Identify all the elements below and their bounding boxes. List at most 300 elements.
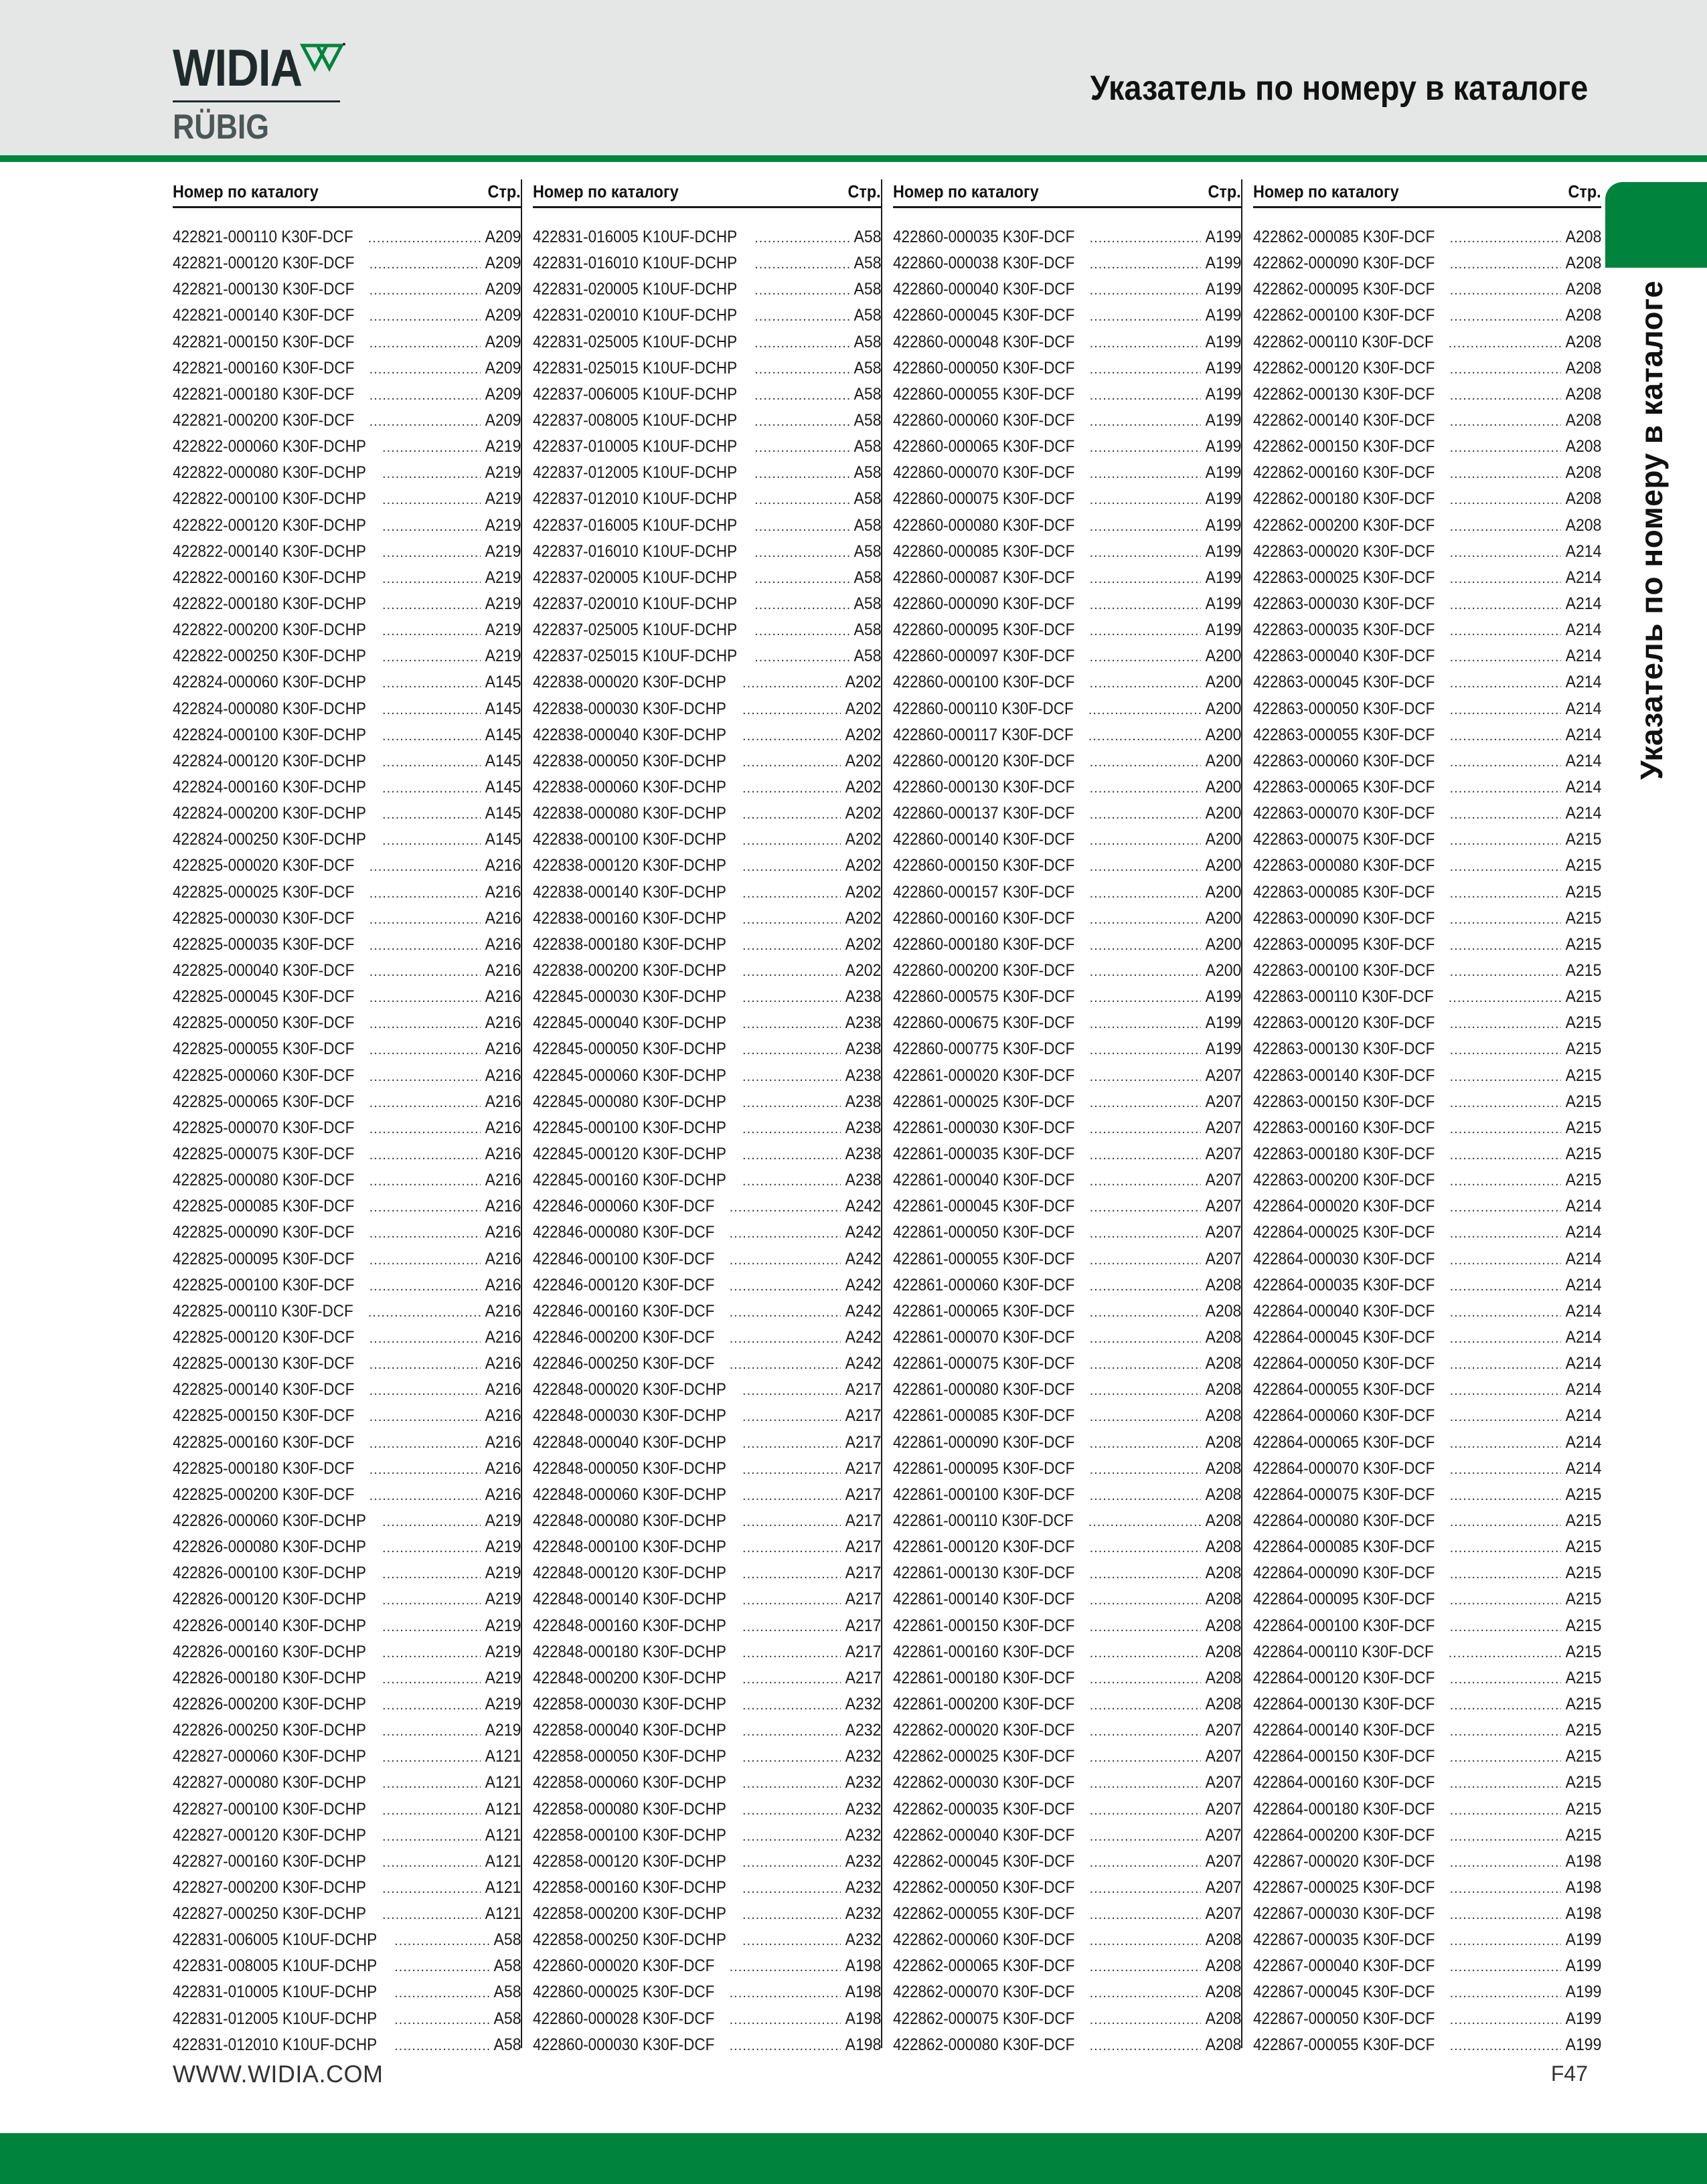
index-row[interactable] [173, 1036, 521, 1062]
index-row[interactable] [533, 513, 881, 539]
index-row[interactable] [173, 276, 521, 303]
page-ref[interactable]: A209 [485, 358, 521, 377]
index-row[interactable] [173, 1744, 521, 1770]
page-ref[interactable]: A232 [845, 1747, 881, 1766]
index-row[interactable] [893, 906, 1241, 932]
index-row[interactable] [173, 1691, 521, 1717]
index-row[interactable] [1253, 1272, 1601, 1298]
page-ref[interactable]: A198 [845, 2035, 881, 2054]
index-row[interactable] [173, 486, 521, 512]
index-row[interactable] [1253, 460, 1601, 486]
page-ref[interactable]: A232 [845, 1721, 881, 1740]
page-ref[interactable]: A216 [485, 856, 521, 875]
index-row[interactable] [173, 1849, 521, 1875]
index-row[interactable] [533, 1901, 881, 1927]
index-row[interactable] [533, 669, 881, 695]
page-ref[interactable]: A217 [845, 1564, 881, 1583]
index-row[interactable] [533, 224, 881, 250]
index-row[interactable] [893, 250, 1241, 276]
page-ref[interactable]: A208 [1205, 1301, 1241, 1321]
page-ref[interactable]: A209 [485, 332, 521, 351]
index-row[interactable] [173, 827, 521, 853]
index-row[interactable] [1253, 1639, 1601, 1665]
page-ref[interactable]: A207 [1205, 1171, 1241, 1190]
index-row[interactable] [893, 2032, 1241, 2058]
index-row[interactable] [533, 486, 881, 512]
index-row[interactable] [1253, 643, 1601, 669]
page-ref[interactable]: A202 [845, 908, 881, 928]
page-ref[interactable]: A215 [1565, 1171, 1601, 1190]
index-row[interactable] [893, 1717, 1241, 1744]
page-ref[interactable]: A207 [1205, 1904, 1241, 1924]
index-row[interactable] [533, 2006, 881, 2032]
page-ref[interactable]: A242 [845, 1301, 881, 1321]
section-tab[interactable] [1605, 182, 1707, 268]
index-row[interactable] [533, 408, 881, 434]
page-ref[interactable]: A209 [485, 384, 521, 404]
index-row[interactable] [173, 1482, 521, 1508]
index-row[interactable] [533, 774, 881, 801]
page-ref[interactable]: A216 [485, 1301, 521, 1321]
page-ref[interactable]: A200 [1205, 725, 1241, 744]
index-row[interactable] [893, 1167, 1241, 1193]
index-row[interactable] [533, 1744, 881, 1770]
page-ref[interactable]: A200 [1205, 673, 1241, 692]
index-row[interactable] [1253, 1508, 1601, 1534]
index-row[interactable] [533, 1325, 881, 1351]
page-ref[interactable]: A199 [1205, 411, 1241, 430]
page-ref[interactable]: A199 [1205, 358, 1241, 377]
page-ref[interactable]: A214 [1565, 673, 1601, 692]
index-row[interactable] [533, 1246, 881, 1272]
page-ref[interactable]: A198 [1565, 1904, 1601, 1924]
index-row[interactable] [1253, 1220, 1601, 1246]
index-row[interactable] [893, 1063, 1241, 1089]
index-row[interactable] [1253, 1979, 1601, 2005]
page-ref[interactable]: A198 [845, 2009, 881, 2028]
page-ref[interactable]: A238 [845, 1039, 881, 1059]
index-row[interactable] [893, 1849, 1241, 1875]
footer-url[interactable]: WWW.WIDIA.COM [173, 2060, 384, 2088]
index-row[interactable] [1253, 1717, 1601, 1744]
page-ref[interactable]: A219 [485, 1668, 521, 1687]
page-ref[interactable]: A242 [845, 1223, 881, 1242]
page-ref[interactable]: A214 [1565, 647, 1601, 666]
index-row[interactable] [1253, 224, 1601, 250]
index-row[interactable] [1253, 1560, 1601, 1586]
index-row[interactable] [893, 984, 1241, 1010]
index-row[interactable] [533, 696, 881, 722]
page-ref[interactable]: A199 [1205, 384, 1241, 404]
page-ref[interactable]: A216 [485, 1197, 521, 1216]
page-ref[interactable]: A199 [1205, 987, 1241, 1007]
page-ref[interactable]: A208 [1565, 254, 1601, 273]
index-row[interactable] [1253, 827, 1601, 853]
index-row[interactable] [173, 1089, 521, 1115]
page-ref[interactable]: A121 [485, 1904, 521, 1924]
page-ref[interactable]: A208 [1205, 1406, 1241, 1426]
page-ref[interactable]: A58 [854, 332, 881, 351]
index-row[interactable] [1253, 1796, 1601, 1822]
page-ref[interactable]: A208 [1205, 2009, 1241, 2028]
page-ref[interactable]: A208 [1205, 1616, 1241, 1635]
page-ref[interactable]: A215 [1565, 1485, 1601, 1504]
page-ref[interactable]: A200 [1205, 934, 1241, 954]
page-ref[interactable]: A219 [485, 515, 521, 535]
page-ref[interactable]: A199 [1565, 1983, 1601, 2002]
index-row[interactable] [1253, 1325, 1601, 1351]
page-ref[interactable]: A58 [854, 358, 881, 377]
index-row[interactable] [173, 1927, 521, 1953]
index-row[interactable] [1253, 696, 1601, 722]
page-ref[interactable]: A215 [1565, 1537, 1601, 1557]
index-row[interactable] [533, 1560, 881, 1586]
index-row[interactable] [533, 1979, 881, 2005]
index-row[interactable] [893, 617, 1241, 643]
index-row[interactable] [533, 879, 881, 906]
page-ref[interactable]: A202 [845, 830, 881, 849]
page-ref[interactable]: A208 [1565, 228, 1601, 247]
page-ref[interactable]: A217 [845, 1458, 881, 1478]
page-ref[interactable]: A208 [1205, 1380, 1241, 1400]
index-row[interactable] [533, 748, 881, 774]
page-ref[interactable]: A214 [1565, 1197, 1601, 1216]
index-row[interactable] [893, 1508, 1241, 1534]
index-row[interactable] [1253, 906, 1601, 932]
index-row[interactable] [173, 853, 521, 879]
index-row[interactable] [1253, 1770, 1601, 1796]
index-row[interactable] [533, 643, 881, 669]
page-ref[interactable]: A199 [1565, 2035, 1601, 2054]
index-row[interactable] [1253, 276, 1601, 303]
page-ref[interactable]: A219 [485, 647, 521, 666]
index-row[interactable] [1253, 408, 1601, 434]
page-ref[interactable]: A58 [854, 306, 881, 325]
index-row[interactable] [173, 1167, 521, 1193]
index-row[interactable] [1253, 486, 1601, 512]
page-ref[interactable]: A216 [485, 1249, 521, 1268]
page-ref[interactable]: A207 [1205, 1721, 1241, 1740]
index-row[interactable] [173, 1901, 521, 1927]
index-row[interactable] [1253, 1927, 1601, 1953]
index-row[interactable] [893, 1089, 1241, 1115]
index-row[interactable] [1253, 565, 1601, 591]
page-ref[interactable]: A199 [1205, 332, 1241, 351]
index-row[interactable] [893, 434, 1241, 460]
index-row[interactable] [173, 1403, 521, 1429]
index-row[interactable] [533, 1770, 881, 1796]
page-ref[interactable]: A208 [1205, 1275, 1241, 1294]
index-row[interactable] [1253, 382, 1601, 408]
page-ref[interactable]: A214 [1565, 568, 1601, 587]
page-ref[interactable]: A208 [1205, 1956, 1241, 1976]
page-ref[interactable]: A217 [845, 1642, 881, 1661]
page-ref[interactable]: A58 [854, 228, 881, 247]
page-ref[interactable]: A199 [1205, 463, 1241, 483]
index-row[interactable] [173, 1612, 521, 1639]
page-ref[interactable]: A58 [854, 254, 881, 273]
page-ref[interactable]: A219 [485, 1511, 521, 1530]
page-ref[interactable]: A207 [1205, 1825, 1241, 1845]
page-ref[interactable]: A216 [485, 1485, 521, 1504]
page-ref[interactable]: A219 [485, 594, 521, 614]
page-ref[interactable]: A217 [845, 1485, 881, 1504]
index-row[interactable] [533, 1534, 881, 1560]
index-row[interactable] [893, 1796, 1241, 1822]
index-row[interactable] [893, 1429, 1241, 1455]
page-ref[interactable]: A208 [1205, 1432, 1241, 1452]
page-ref[interactable]: A219 [485, 541, 521, 561]
page-ref[interactable]: A214 [1565, 699, 1601, 718]
page-ref[interactable]: A232 [845, 1799, 881, 1819]
index-row[interactable] [893, 276, 1241, 303]
page-ref[interactable]: A200 [1205, 778, 1241, 797]
index-row[interactable] [1253, 2032, 1601, 2058]
page-ref[interactable]: A199 [1205, 489, 1241, 509]
page-ref[interactable]: A208 [1205, 1354, 1241, 1373]
index-row[interactable] [893, 408, 1241, 434]
index-row[interactable] [1253, 853, 1601, 879]
index-row[interactable] [893, 774, 1241, 801]
index-row[interactable] [173, 1272, 521, 1298]
page-ref[interactable]: A214 [1565, 594, 1601, 614]
index-row[interactable] [893, 696, 1241, 722]
index-row[interactable] [893, 1377, 1241, 1403]
index-row[interactable] [173, 539, 521, 565]
index-row[interactable] [893, 460, 1241, 486]
index-row[interactable] [893, 1482, 1241, 1508]
page-ref[interactable]: A214 [1565, 1354, 1601, 1373]
page-ref[interactable]: A216 [485, 961, 521, 980]
index-row[interactable] [173, 1220, 521, 1246]
index-row[interactable] [533, 1796, 881, 1822]
page-ref[interactable]: A216 [485, 1458, 521, 1478]
page-ref[interactable]: A215 [1565, 961, 1601, 980]
index-row[interactable] [1253, 774, 1601, 801]
page-ref[interactable]: A58 [493, 1930, 521, 1950]
page-ref[interactable]: A58 [854, 515, 881, 535]
page-ref[interactable]: A58 [854, 384, 881, 404]
index-row[interactable] [1253, 1246, 1601, 1272]
page-ref[interactable]: A208 [1565, 489, 1601, 509]
page-ref[interactable]: A208 [1205, 1564, 1241, 1583]
page-ref[interactable]: A216 [485, 987, 521, 1007]
page-ref[interactable]: A207 [1205, 1249, 1241, 1268]
index-row[interactable] [533, 827, 881, 853]
page-ref[interactable]: A215 [1565, 1013, 1601, 1033]
page-ref[interactable]: A216 [485, 1144, 521, 1163]
page-ref[interactable]: A216 [485, 1171, 521, 1190]
index-row[interactable] [173, 2032, 521, 2058]
index-row[interactable] [893, 1036, 1241, 1062]
index-row[interactable] [173, 250, 521, 276]
page-ref[interactable]: A208 [1205, 1694, 1241, 1713]
index-row[interactable] [173, 879, 521, 906]
page-ref[interactable]: A202 [845, 778, 881, 797]
index-row[interactable] [893, 932, 1241, 958]
index-row[interactable] [1253, 1089, 1601, 1115]
index-row[interactable] [173, 224, 521, 250]
index-row[interactable] [533, 434, 881, 460]
page-ref[interactable]: A217 [845, 1537, 881, 1557]
index-row[interactable] [1253, 722, 1601, 748]
page-ref[interactable]: A217 [845, 1616, 881, 1635]
page-ref[interactable]: A214 [1565, 1327, 1601, 1347]
index-row[interactable] [173, 774, 521, 801]
page-ref[interactable]: A207 [1205, 1118, 1241, 1137]
index-row[interactable] [893, 486, 1241, 512]
index-row[interactable] [893, 1744, 1241, 1770]
index-row[interactable] [893, 1665, 1241, 1691]
index-row[interactable] [1253, 591, 1601, 617]
index-row[interactable] [533, 1508, 881, 1534]
index-row[interactable] [533, 617, 881, 643]
index-row[interactable] [893, 329, 1241, 355]
index-row[interactable] [893, 1560, 1241, 1586]
index-row[interactable] [893, 565, 1241, 591]
page-ref[interactable]: A208 [1205, 1511, 1241, 1530]
index-row[interactable] [1253, 1482, 1601, 1508]
index-row[interactable] [533, 1403, 881, 1429]
index-row[interactable] [893, 1193, 1241, 1220]
page-ref[interactable]: A200 [1205, 751, 1241, 770]
page-ref[interactable]: A58 [854, 594, 881, 614]
index-row[interactable] [533, 853, 881, 879]
index-row[interactable] [173, 1586, 521, 1612]
page-ref[interactable]: A199 [1205, 254, 1241, 273]
page-ref[interactable]: A214 [1565, 804, 1601, 823]
index-row[interactable] [533, 1167, 881, 1193]
index-row[interactable] [893, 1875, 1241, 1901]
page-ref[interactable]: A145 [485, 804, 521, 823]
index-row[interactable] [1253, 2006, 1601, 2032]
index-row[interactable] [1253, 1744, 1601, 1770]
page-ref[interactable]: A202 [845, 725, 881, 744]
page-ref[interactable]: A121 [485, 1747, 521, 1766]
index-row[interactable] [1253, 1010, 1601, 1036]
index-row[interactable] [533, 460, 881, 486]
index-row[interactable] [173, 1246, 521, 1272]
index-row[interactable] [1253, 932, 1601, 958]
page-ref[interactable]: A198 [1565, 1877, 1601, 1897]
page-ref[interactable]: A242 [845, 1249, 881, 1268]
index-row[interactable] [533, 565, 881, 591]
index-row[interactable] [533, 958, 881, 984]
page-ref[interactable]: A215 [1565, 1511, 1601, 1530]
index-row[interactable] [893, 853, 1241, 879]
index-row[interactable] [893, 1586, 1241, 1612]
index-row[interactable] [1253, 1456, 1601, 1482]
page-ref[interactable]: A219 [485, 1537, 521, 1557]
index-row[interactable] [893, 1770, 1241, 1796]
page-ref[interactable]: A145 [485, 751, 521, 770]
index-row[interactable] [893, 1953, 1241, 1979]
page-ref[interactable]: A215 [1565, 1144, 1601, 1163]
page-ref[interactable]: A121 [485, 1799, 521, 1819]
page-ref[interactable]: A199 [1205, 306, 1241, 325]
index-row[interactable] [1253, 539, 1601, 565]
page-ref[interactable]: A208 [1565, 384, 1601, 404]
page-ref[interactable]: A232 [845, 1877, 881, 1897]
page-ref[interactable]: A202 [845, 856, 881, 875]
index-row[interactable] [173, 1456, 521, 1482]
page-ref[interactable]: A209 [485, 411, 521, 430]
index-row[interactable] [173, 1115, 521, 1141]
page-ref[interactable]: A214 [1565, 1380, 1601, 1400]
page-ref[interactable]: A215 [1565, 1668, 1601, 1687]
index-row[interactable] [173, 643, 521, 669]
page-ref[interactable]: A215 [1565, 1642, 1601, 1661]
page-ref[interactable]: A214 [1565, 541, 1601, 561]
index-row[interactable] [1253, 879, 1601, 906]
index-row[interactable] [173, 748, 521, 774]
page-ref[interactable]: A200 [1205, 647, 1241, 666]
page-ref[interactable]: A58 [854, 647, 881, 666]
page-ref[interactable]: A232 [845, 1825, 881, 1845]
page-ref[interactable]: A215 [1565, 1092, 1601, 1111]
index-row[interactable] [173, 434, 521, 460]
index-row[interactable] [893, 1979, 1241, 2005]
index-row[interactable] [1253, 1193, 1601, 1220]
index-row[interactable] [173, 984, 521, 1010]
index-row[interactable] [173, 1796, 521, 1822]
page-ref[interactable]: A232 [845, 1930, 881, 1950]
page-ref[interactable]: A208 [1205, 1590, 1241, 1609]
page-ref[interactable]: A202 [845, 699, 881, 718]
page-ref[interactable]: A216 [485, 1275, 521, 1294]
page-ref[interactable]: A214 [1565, 1249, 1601, 1268]
index-row[interactable] [173, 696, 521, 722]
page-ref[interactable]: A214 [1565, 1458, 1601, 1478]
index-row[interactable] [893, 827, 1241, 853]
page-ref[interactable]: A215 [1565, 987, 1601, 1007]
index-row[interactable] [533, 1717, 881, 1744]
page-ref[interactable]: A208 [1205, 1930, 1241, 1950]
index-row[interactable] [1253, 748, 1601, 774]
page-ref[interactable]: A58 [493, 2035, 521, 2054]
page-ref[interactable]: A58 [854, 568, 881, 587]
index-row[interactable] [893, 748, 1241, 774]
index-row[interactable] [533, 1927, 881, 1953]
page-ref[interactable]: A207 [1205, 1144, 1241, 1163]
page-ref[interactable]: A219 [485, 1616, 521, 1635]
page-ref[interactable]: A208 [1565, 437, 1601, 456]
page-ref[interactable]: A121 [485, 1773, 521, 1792]
index-row[interactable] [173, 932, 521, 958]
page-ref[interactable]: A207 [1205, 1197, 1241, 1216]
page-ref[interactable]: A216 [485, 1327, 521, 1347]
index-row[interactable] [893, 1351, 1241, 1377]
index-row[interactable] [1253, 1036, 1601, 1062]
index-row[interactable] [173, 1063, 521, 1089]
page-ref[interactable]: A207 [1205, 1066, 1241, 1085]
index-row[interactable] [533, 1377, 881, 1403]
index-row[interactable] [533, 932, 881, 958]
page-ref[interactable]: A207 [1205, 1877, 1241, 1897]
page-ref[interactable]: A215 [1565, 1564, 1601, 1583]
index-row[interactable] [533, 1875, 881, 1901]
page-ref[interactable]: A145 [485, 699, 521, 718]
page-ref[interactable]: A209 [485, 228, 521, 247]
index-row[interactable] [533, 984, 881, 1010]
page-ref[interactable]: A214 [1565, 1301, 1601, 1321]
page-ref[interactable]: A209 [485, 280, 521, 299]
index-row[interactable] [1253, 329, 1601, 355]
page-ref[interactable]: A58 [854, 437, 881, 456]
index-row[interactable] [893, 1246, 1241, 1272]
page-ref[interactable]: A207 [1205, 1092, 1241, 1111]
page-ref[interactable]: A199 [1205, 568, 1241, 587]
